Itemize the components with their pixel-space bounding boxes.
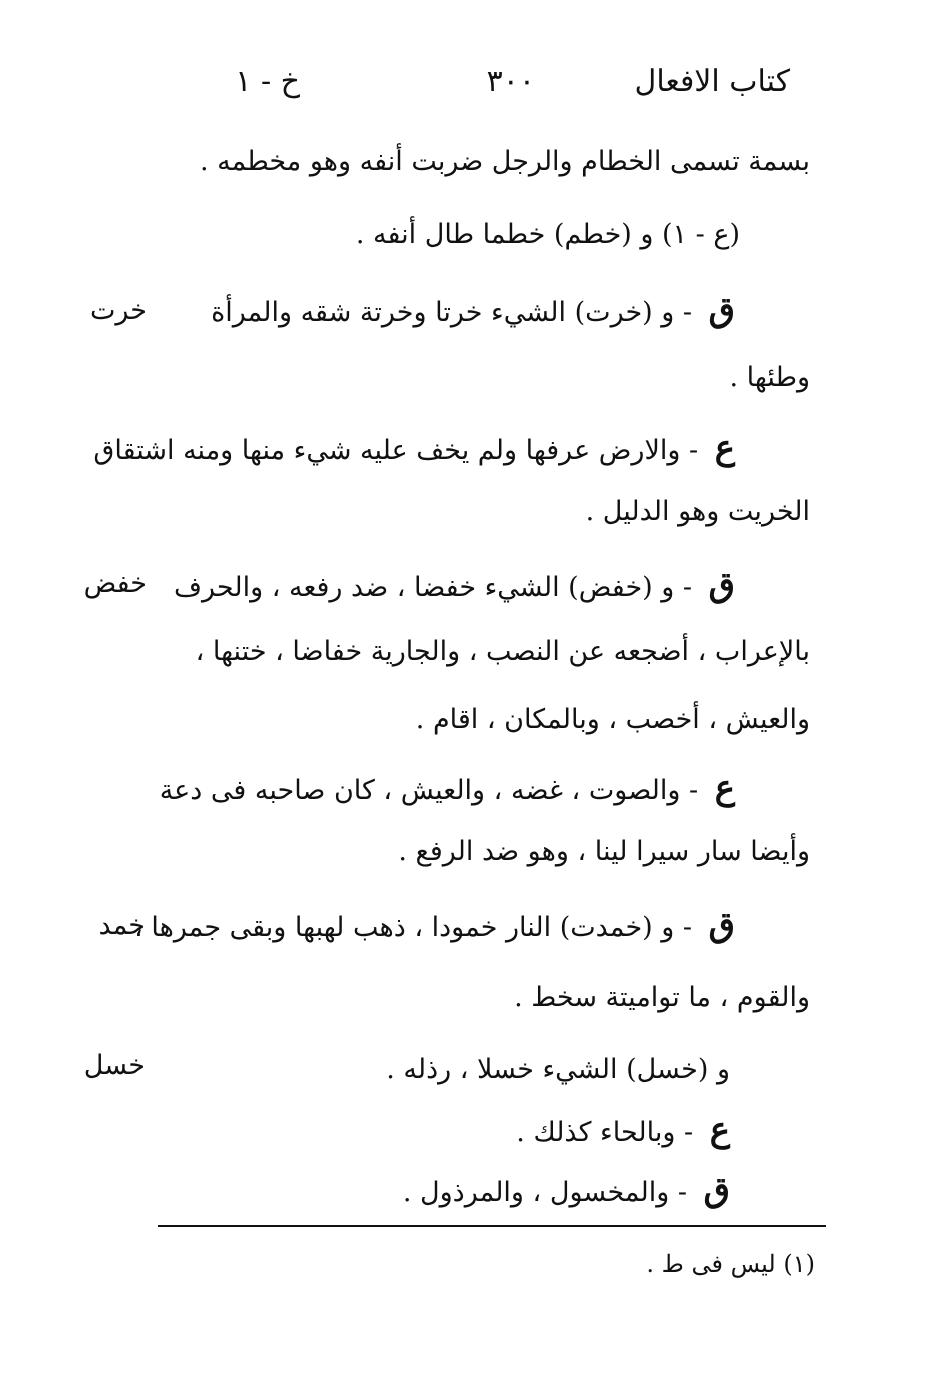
- text-line: [416, 700, 810, 740]
- text-line: [174, 565, 735, 605]
- margin-headword: خسل: [83, 1050, 145, 1081]
- line-text: وأيضا سار سيرا لينا ، وهو ضد الرفع .: [398, 836, 810, 867]
- section-marker: ق: [708, 290, 735, 330]
- line-text: - و (خرت) الشيء خرتا وخرتة شقه والمرأة: [211, 297, 693, 328]
- line-text: بالإعراب ، أضجعه عن النصب ، والجارية خفاضا ، ختنها ،: [195, 636, 810, 667]
- line-text: والقوم ، ما تواميتة سخط .: [514, 982, 810, 1013]
- book-title: كتاب الافعال: [634, 64, 790, 99]
- margin-headword: خرت: [89, 295, 147, 326]
- text-line: [729, 358, 810, 398]
- section-marker: ق: [708, 905, 735, 945]
- footnote: (١) ليس فى ط .: [646, 1250, 815, 1278]
- text-line: [356, 215, 740, 255]
- line-text: (ع - ١) و (خطم) خطما طال أنفه .: [355, 219, 740, 250]
- line-text: والعيش ، أخصب ، وبالمكان ، اقام .: [415, 704, 810, 735]
- section-marker: ع: [714, 428, 735, 468]
- section-marker: ع: [714, 768, 735, 808]
- text-line: [398, 832, 810, 872]
- text-line: [93, 428, 735, 468]
- text-line: [160, 768, 735, 808]
- line-text: - والصوت ، غضه ، والعيش ، كان صاحبه فى دعة: [159, 775, 699, 806]
- text-line: [196, 632, 810, 672]
- page-header: [190, 64, 790, 114]
- text-line: [586, 492, 810, 532]
- margin-headword: خفض: [83, 568, 147, 599]
- section-marker: ق: [708, 565, 735, 605]
- section-marker: ع: [709, 1110, 730, 1150]
- line-text: و (خسل) الشيء خسلا ، رذله .: [386, 1054, 730, 1085]
- text-line: [516, 1110, 730, 1150]
- line-text: بسمة تسمى الخطام والرجل ضربت أنفه وهو مخطمه .: [199, 146, 810, 177]
- line-text: الخريت وهو الدليل .: [585, 496, 810, 527]
- footnote-divider: [158, 1225, 826, 1227]
- text-line: [200, 142, 810, 182]
- text-line: [403, 1170, 730, 1210]
- page-number: ٣٠٠: [486, 64, 535, 99]
- section-marker: ق: [703, 1170, 730, 1210]
- line-text: - و (خمدت) النار خمودا ، ذهب لهبها وبقى جمرها ،: [134, 912, 693, 943]
- text-line: [211, 290, 735, 330]
- text-line: [514, 978, 810, 1018]
- line-text: - والمخسول ، والمرذول .: [402, 1177, 688, 1208]
- volume-label: خ - ١: [235, 64, 300, 99]
- line-text: - والارض عرفها ولم يخف عليه شيء منها ومنه اشتقاق: [93, 435, 699, 466]
- margin-headword: خمد: [98, 910, 145, 941]
- line-text: - وبالحاء كذلك .: [516, 1117, 694, 1148]
- line-text: وطئها .: [729, 362, 810, 393]
- text-line: [134, 905, 735, 945]
- text-line: [386, 1050, 730, 1090]
- line-text: - و (خفض) الشيء خفضا ، ضد رفعه ، والحرف: [174, 572, 693, 603]
